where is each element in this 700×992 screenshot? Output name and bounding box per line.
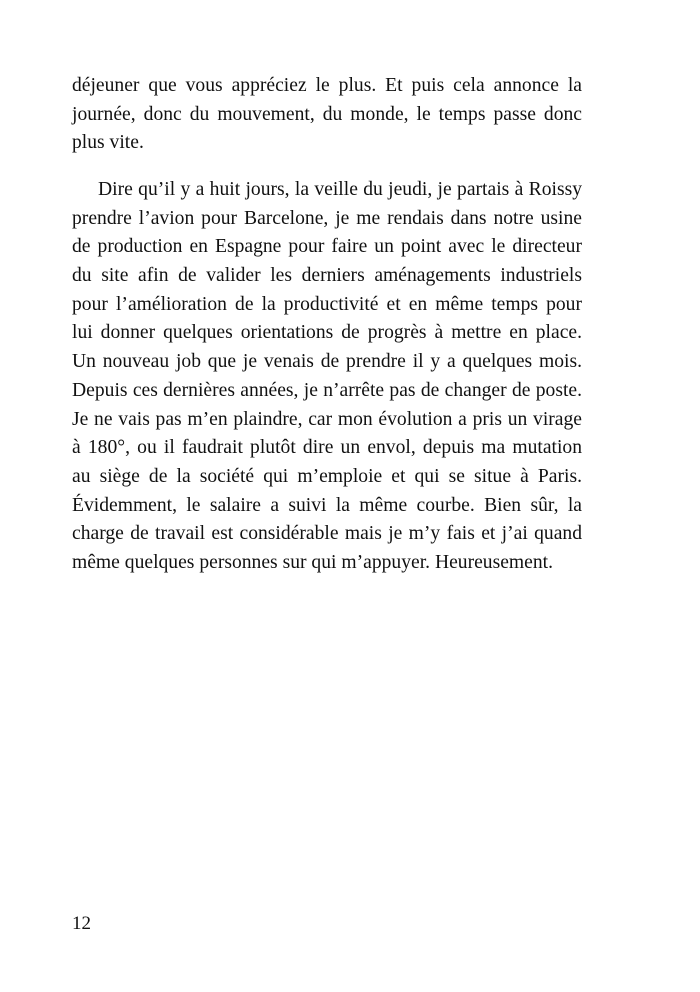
text-line: au siège de la société qui m’emploie et qui se situe à Paris. (72, 465, 582, 487)
text-line: du site afin de valider les derniers aménagements industriels (72, 265, 582, 287)
text-line: journée, donc du mouvement, du monde, le temps passe donc (72, 103, 582, 125)
text-line: même quelques personnes sur qui m’appuyer. Heureusement. (72, 551, 554, 573)
text-line: pour l’amélioration de la productivité et en même temps pour (72, 293, 582, 315)
text-line: à 180°, ou il faudrait plutôt dire un envol, depuis ma mutation (72, 437, 582, 459)
text-line: Depuis ces dernières années, je n’arrête pas de changer de poste. (72, 379, 582, 401)
page-number: 12 (72, 913, 91, 934)
text-line: Je ne vais pas m’en plaindre, car mon évolution a pris un virage (72, 408, 582, 430)
text-line: Dire qu’il y a huit jours, la veille du jeudi, je partais à Roissy (98, 179, 582, 200)
text-line: Un nouveau job que je venais de prendre il y a quelques mois. (72, 351, 582, 373)
text-line: lui donner quelques orientations de progrès à mettre en place. (72, 322, 582, 344)
paragraph-2 (72, 176, 582, 578)
text-line: prendre l’avion pour Barcelone, je me rendais dans notre usine (72, 207, 582, 229)
paragraph-1 (72, 72, 582, 158)
text-line: charge de travail est considérable mais je m’y fais et j’ai quand (72, 523, 582, 545)
text-line: plus vite. (72, 132, 144, 154)
text-line: de production en Espagne pour faire un point avec le directeur (72, 236, 582, 258)
text-line: Évidemment, le salaire a suivi la même courbe. Bien sûr, la (72, 494, 582, 516)
text-line: déjeuner que vous appréciez le plus. Et puis cela annonce la (72, 75, 582, 96)
